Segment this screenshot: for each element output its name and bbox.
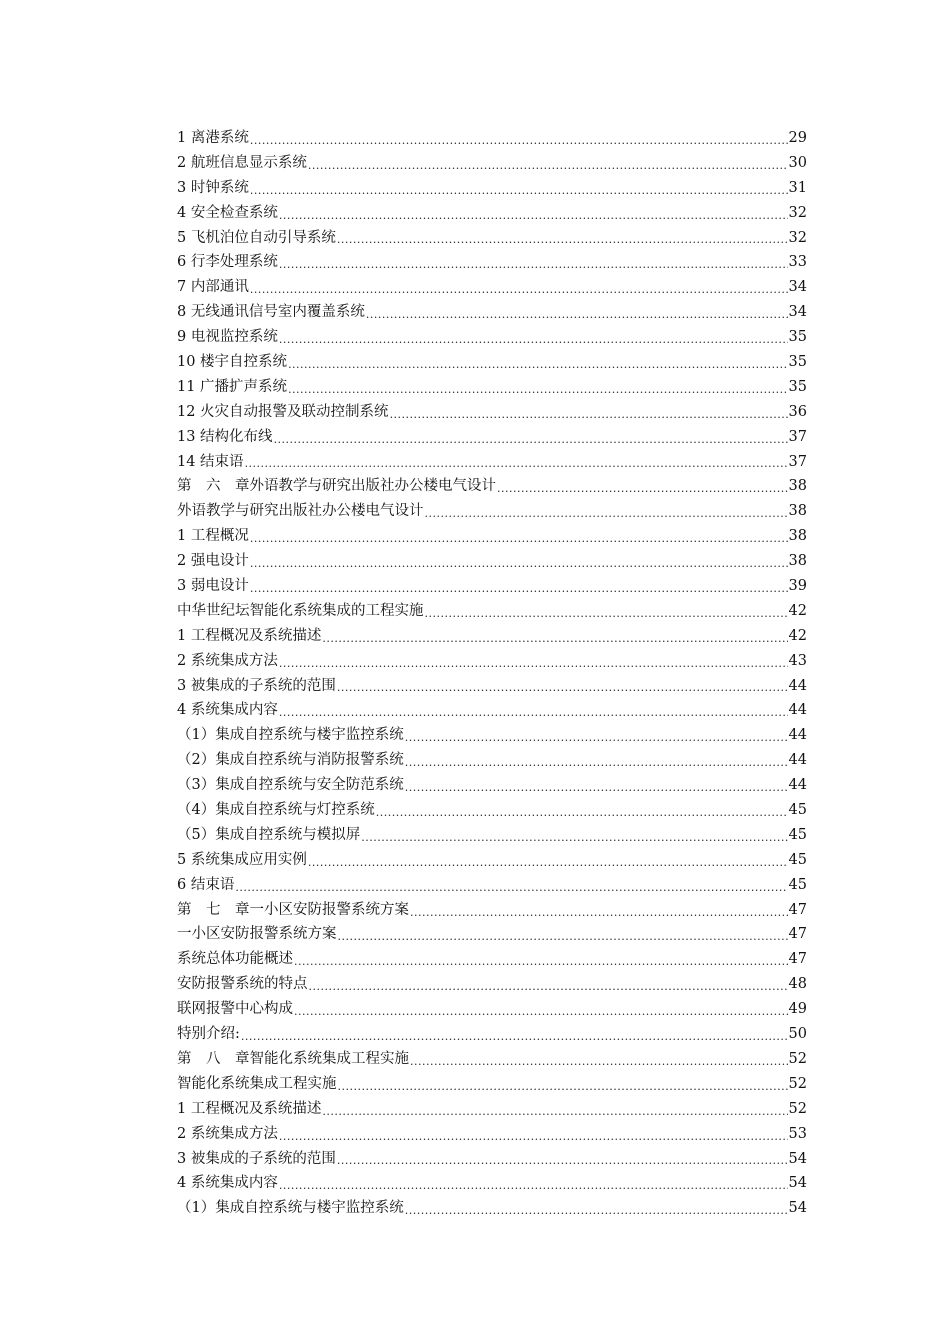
toc-entry[interactable]: [177, 1171, 807, 1196]
toc-entry-page-number: 35: [788, 378, 807, 395]
toc-entry-title: 3 被集成的子系统的范围: [177, 677, 336, 694]
toc-entry[interactable]: [177, 250, 807, 275]
toc-dot-leader: [288, 355, 787, 375]
toc-entry-page-number: 38: [788, 503, 807, 520]
toc-entry-title: 中华世纪坛智能化系统集成的工程实施: [177, 602, 424, 619]
toc-entry[interactable]: [177, 450, 807, 475]
toc-entry[interactable]: [177, 549, 807, 574]
toc-entry[interactable]: [177, 350, 807, 375]
toc-entry-title: 8 无线通讯信号室内覆盖系统: [177, 304, 365, 321]
toc-entry-page-number: 34: [788, 279, 807, 296]
toc-entry-title: 一小区安防报警系统方案: [177, 926, 337, 943]
toc-entry[interactable]: [177, 947, 807, 972]
toc-entry-title: （5）集成自控系统与模拟屏: [177, 826, 361, 843]
toc-dot-leader: [338, 1077, 788, 1097]
toc-entry-page-number: 47: [788, 901, 807, 918]
toc-entry-page-number: 44: [788, 702, 807, 719]
toc-entry[interactable]: [177, 226, 807, 251]
toc-entry-page-number: 47: [788, 951, 807, 968]
toc-entry[interactable]: [177, 574, 807, 599]
toc-entry[interactable]: [177, 798, 807, 823]
toc-entry[interactable]: [177, 674, 807, 699]
toc-entry[interactable]: [177, 1047, 807, 1072]
toc-entry-page-number: 49: [788, 1001, 807, 1018]
toc-entry[interactable]: [177, 126, 807, 151]
toc-entry-page-number: 37: [788, 453, 807, 470]
toc-entry-page-number: 54: [788, 1150, 807, 1167]
toc-dot-leader: [337, 678, 788, 698]
toc-dot-leader: [279, 703, 788, 723]
toc-entry-title: 安防报警系统的特点: [177, 976, 308, 993]
toc-entry-title: 4 系统集成内容: [177, 702, 278, 719]
toc-entry-title: 11 广播扩声系统: [177, 378, 288, 395]
toc-entry-title: 5 系统集成应用实例: [177, 851, 307, 868]
toc-entry-page-number: 45: [788, 876, 807, 893]
toc-entry-page-number: 52: [788, 1100, 807, 1117]
toc-entry[interactable]: [177, 524, 807, 549]
table-of-contents: [177, 126, 807, 1221]
toc-entry-title: 10 楼宇自控系统: [177, 354, 288, 370]
toc-dot-leader: [366, 305, 788, 325]
toc-dot-leader: [410, 903, 788, 923]
toc-dot-leader: [294, 1002, 788, 1022]
toc-entry-title: 1 离港系统: [177, 129, 249, 146]
toc-entry[interactable]: [177, 624, 807, 649]
toc-dot-leader: [279, 255, 788, 275]
toc-entry-title: （1）集成自控系统与楼宇监控系统: [177, 1200, 404, 1217]
toc-entry-page-number: 53: [788, 1125, 807, 1142]
toc-dot-leader: [405, 1201, 788, 1221]
toc-entry-title: 3 被集成的子系统的范围: [177, 1150, 336, 1167]
toc-entry-title: 智能化系统集成工程实施: [177, 1075, 337, 1092]
toc-entry[interactable]: [177, 201, 807, 226]
toc-entry-page-number: 38: [788, 553, 807, 570]
toc-entry[interactable]: [177, 723, 807, 748]
toc-dot-leader: [250, 181, 788, 201]
toc-entry[interactable]: [177, 748, 807, 773]
toc-entry-page-number: 38: [788, 528, 807, 545]
toc-dot-leader: [294, 952, 788, 972]
toc-entry[interactable]: [177, 873, 807, 898]
toc-entry-page-number: 36: [788, 403, 807, 420]
toc-entry-page-number: 32: [788, 204, 807, 221]
toc-entry[interactable]: [177, 1122, 807, 1147]
toc-entry[interactable]: [177, 898, 807, 923]
toc-dot-leader: [274, 430, 788, 450]
toc-entry[interactable]: [177, 698, 807, 723]
toc-entry[interactable]: [177, 499, 807, 524]
toc-entry-title: 联网报警中心构成: [177, 1001, 293, 1018]
toc-entry-title: 4 安全检查系统: [177, 204, 278, 221]
toc-entry-page-number: 44: [788, 777, 807, 794]
toc-entry[interactable]: [177, 474, 807, 499]
toc-entry-page-number: 42: [788, 627, 807, 644]
toc-dot-leader: [309, 977, 788, 997]
toc-entry-title: 第 六 章外语教学与研究出版社办公楼电气设计: [177, 478, 496, 495]
toc-entry-page-number: 42: [788, 602, 807, 619]
toc-entry-page-number: 52: [788, 1075, 807, 1092]
toc-entry-page-number: 44: [788, 752, 807, 769]
toc-entry[interactable]: [177, 848, 807, 873]
toc-dot-leader: [390, 405, 788, 425]
toc-entry-title: 外语教学与研究出版社办公楼电气设计: [177, 503, 424, 520]
toc-entry-title: 6 结束语: [177, 876, 235, 893]
toc-entry-page-number: 37: [788, 428, 807, 445]
toc-dot-leader: [425, 504, 788, 524]
toc-dot-leader: [337, 230, 788, 250]
toc-dot-leader: [405, 778, 788, 798]
toc-dot-leader: [250, 554, 788, 574]
toc-entry-title: 7 内部通讯: [177, 279, 249, 296]
toc-entry-title: 2 系统集成方法: [177, 1125, 278, 1142]
toc-dot-leader: [245, 454, 788, 474]
toc-entry-page-number: 45: [788, 826, 807, 843]
toc-entry-page-number: 31: [788, 179, 807, 196]
toc-entry-title: 13 结构化布线: [177, 428, 273, 445]
toc-entry-title: 9 电视监控系统: [177, 329, 278, 346]
toc-entry-page-number: 33: [788, 254, 807, 271]
toc-dot-leader: [279, 330, 788, 350]
toc-dot-leader: [279, 654, 788, 674]
toc-entry-title: 2 航班信息显示系统: [177, 154, 307, 171]
toc-entry-page-number: 35: [788, 329, 807, 346]
toc-entry[interactable]: [177, 1072, 807, 1097]
toc-entry-page-number: 44: [788, 727, 807, 744]
toc-entry-page-number: 45: [788, 851, 807, 868]
toc-entry-page-number: 34: [788, 304, 807, 321]
toc-entry-page-number: 35: [788, 354, 807, 370]
toc-entry-title: 5 飞机泊位自动引导系统: [177, 229, 336, 246]
toc-dot-leader: [405, 753, 788, 773]
toc-entry[interactable]: [177, 1022, 807, 1047]
toc-entry-title: 特别介绍:: [177, 1026, 240, 1043]
toc-entry-title: 系统总体功能概述: [177, 951, 293, 968]
toc-entry[interactable]: [177, 275, 807, 300]
toc-entry[interactable]: [177, 823, 807, 848]
toc-entry-title: 14 结束语: [177, 453, 244, 470]
toc-entry[interactable]: [177, 649, 807, 674]
toc-dot-leader: [279, 206, 788, 226]
toc-dot-leader: [250, 280, 788, 300]
toc-entry-title: 1 工程概况及系统描述: [177, 1100, 322, 1117]
toc-entry-title: 2 强电设计: [177, 553, 249, 570]
toc-entry[interactable]: [177, 923, 807, 948]
toc-entry[interactable]: [177, 151, 807, 176]
toc-entry[interactable]: [177, 425, 807, 450]
toc-entry-page-number: 39: [788, 578, 807, 595]
toc-entry-title: 12 火灾自动报警及联动控制系统: [177, 403, 389, 420]
toc-dot-leader: [338, 927, 788, 947]
toc-entry-title: 6 行李处理系统: [177, 254, 278, 271]
toc-dot-leader: [425, 604, 788, 624]
toc-entry[interactable]: [177, 1097, 807, 1122]
toc-entry[interactable]: [177, 400, 807, 425]
toc-dot-leader: [497, 479, 788, 499]
toc-entry-title: （2）集成自控系统与消防报警系统: [177, 752, 404, 769]
toc-dot-leader: [322, 629, 787, 649]
toc-entry-title: 第 七 章一小区安防报警系统方案: [177, 901, 409, 918]
toc-entry[interactable]: [177, 325, 807, 350]
toc-dot-leader: [322, 1102, 787, 1122]
toc-entry-page-number: 38: [788, 478, 807, 495]
toc-entry-title: 第 八 章智能化系统集成工程实施: [177, 1050, 409, 1067]
toc-dot-leader: [235, 878, 787, 898]
toc-entry-title: （3）集成自控系统与安全防范系统: [177, 777, 404, 794]
toc-entry-title: （1）集成自控系统与楼宇监控系统: [177, 727, 404, 744]
toc-entry[interactable]: [177, 972, 807, 997]
toc-entry-page-number: 45: [788, 802, 807, 819]
toc-entry[interactable]: [177, 1196, 807, 1221]
toc-entry-page-number: 44: [788, 677, 807, 694]
toc-entry-title: 3 弱电设计: [177, 578, 249, 595]
toc-entry-title: 1 工程概况: [177, 528, 249, 545]
toc-dot-leader: [279, 1176, 788, 1196]
toc-entry-page-number: 54: [788, 1175, 807, 1192]
toc-dot-leader: [308, 156, 788, 176]
toc-entry[interactable]: [177, 176, 807, 201]
toc-dot-leader: [361, 828, 787, 848]
toc-entry-page-number: 47: [788, 926, 807, 943]
toc-entry-title: 1 工程概况及系统描述: [177, 627, 322, 644]
toc-entry-page-number: 48: [788, 976, 807, 993]
toc-dot-leader: [337, 1151, 788, 1171]
toc-entry[interactable]: [177, 300, 807, 325]
toc-entry-page-number: 54: [788, 1200, 807, 1217]
toc-entry[interactable]: [177, 599, 807, 624]
toc-entry-page-number: 50: [788, 1026, 807, 1043]
toc-entry-title: 3 时钟系统: [177, 179, 249, 196]
toc-dot-leader: [410, 1052, 788, 1072]
toc-dot-leader: [250, 529, 788, 549]
toc-entry-title: （4）集成自控系统与灯控系统: [177, 802, 375, 819]
toc-dot-leader: [405, 728, 788, 748]
toc-dot-leader: [241, 1027, 788, 1047]
toc-entry-title: 2 系统集成方法: [177, 652, 278, 669]
toc-entry[interactable]: [177, 997, 807, 1022]
toc-dot-leader: [376, 803, 788, 823]
toc-entry-page-number: 52: [788, 1050, 807, 1067]
toc-dot-leader: [250, 579, 788, 599]
toc-entry[interactable]: [177, 1147, 807, 1172]
toc-entry-page-number: 32: [788, 229, 807, 246]
toc-dot-leader: [250, 131, 788, 151]
toc-entry-page-number: 30: [788, 154, 807, 171]
toc-entry[interactable]: [177, 773, 807, 798]
toc-dot-leader: [279, 1127, 788, 1147]
toc-entry-page-number: 43: [788, 652, 807, 669]
toc-dot-leader: [308, 853, 788, 873]
toc-dot-leader: [288, 380, 787, 400]
toc-entry[interactable]: [177, 375, 807, 400]
toc-entry-title: 4 系统集成内容: [177, 1175, 278, 1192]
toc-entry-page-number: 29: [788, 129, 807, 146]
